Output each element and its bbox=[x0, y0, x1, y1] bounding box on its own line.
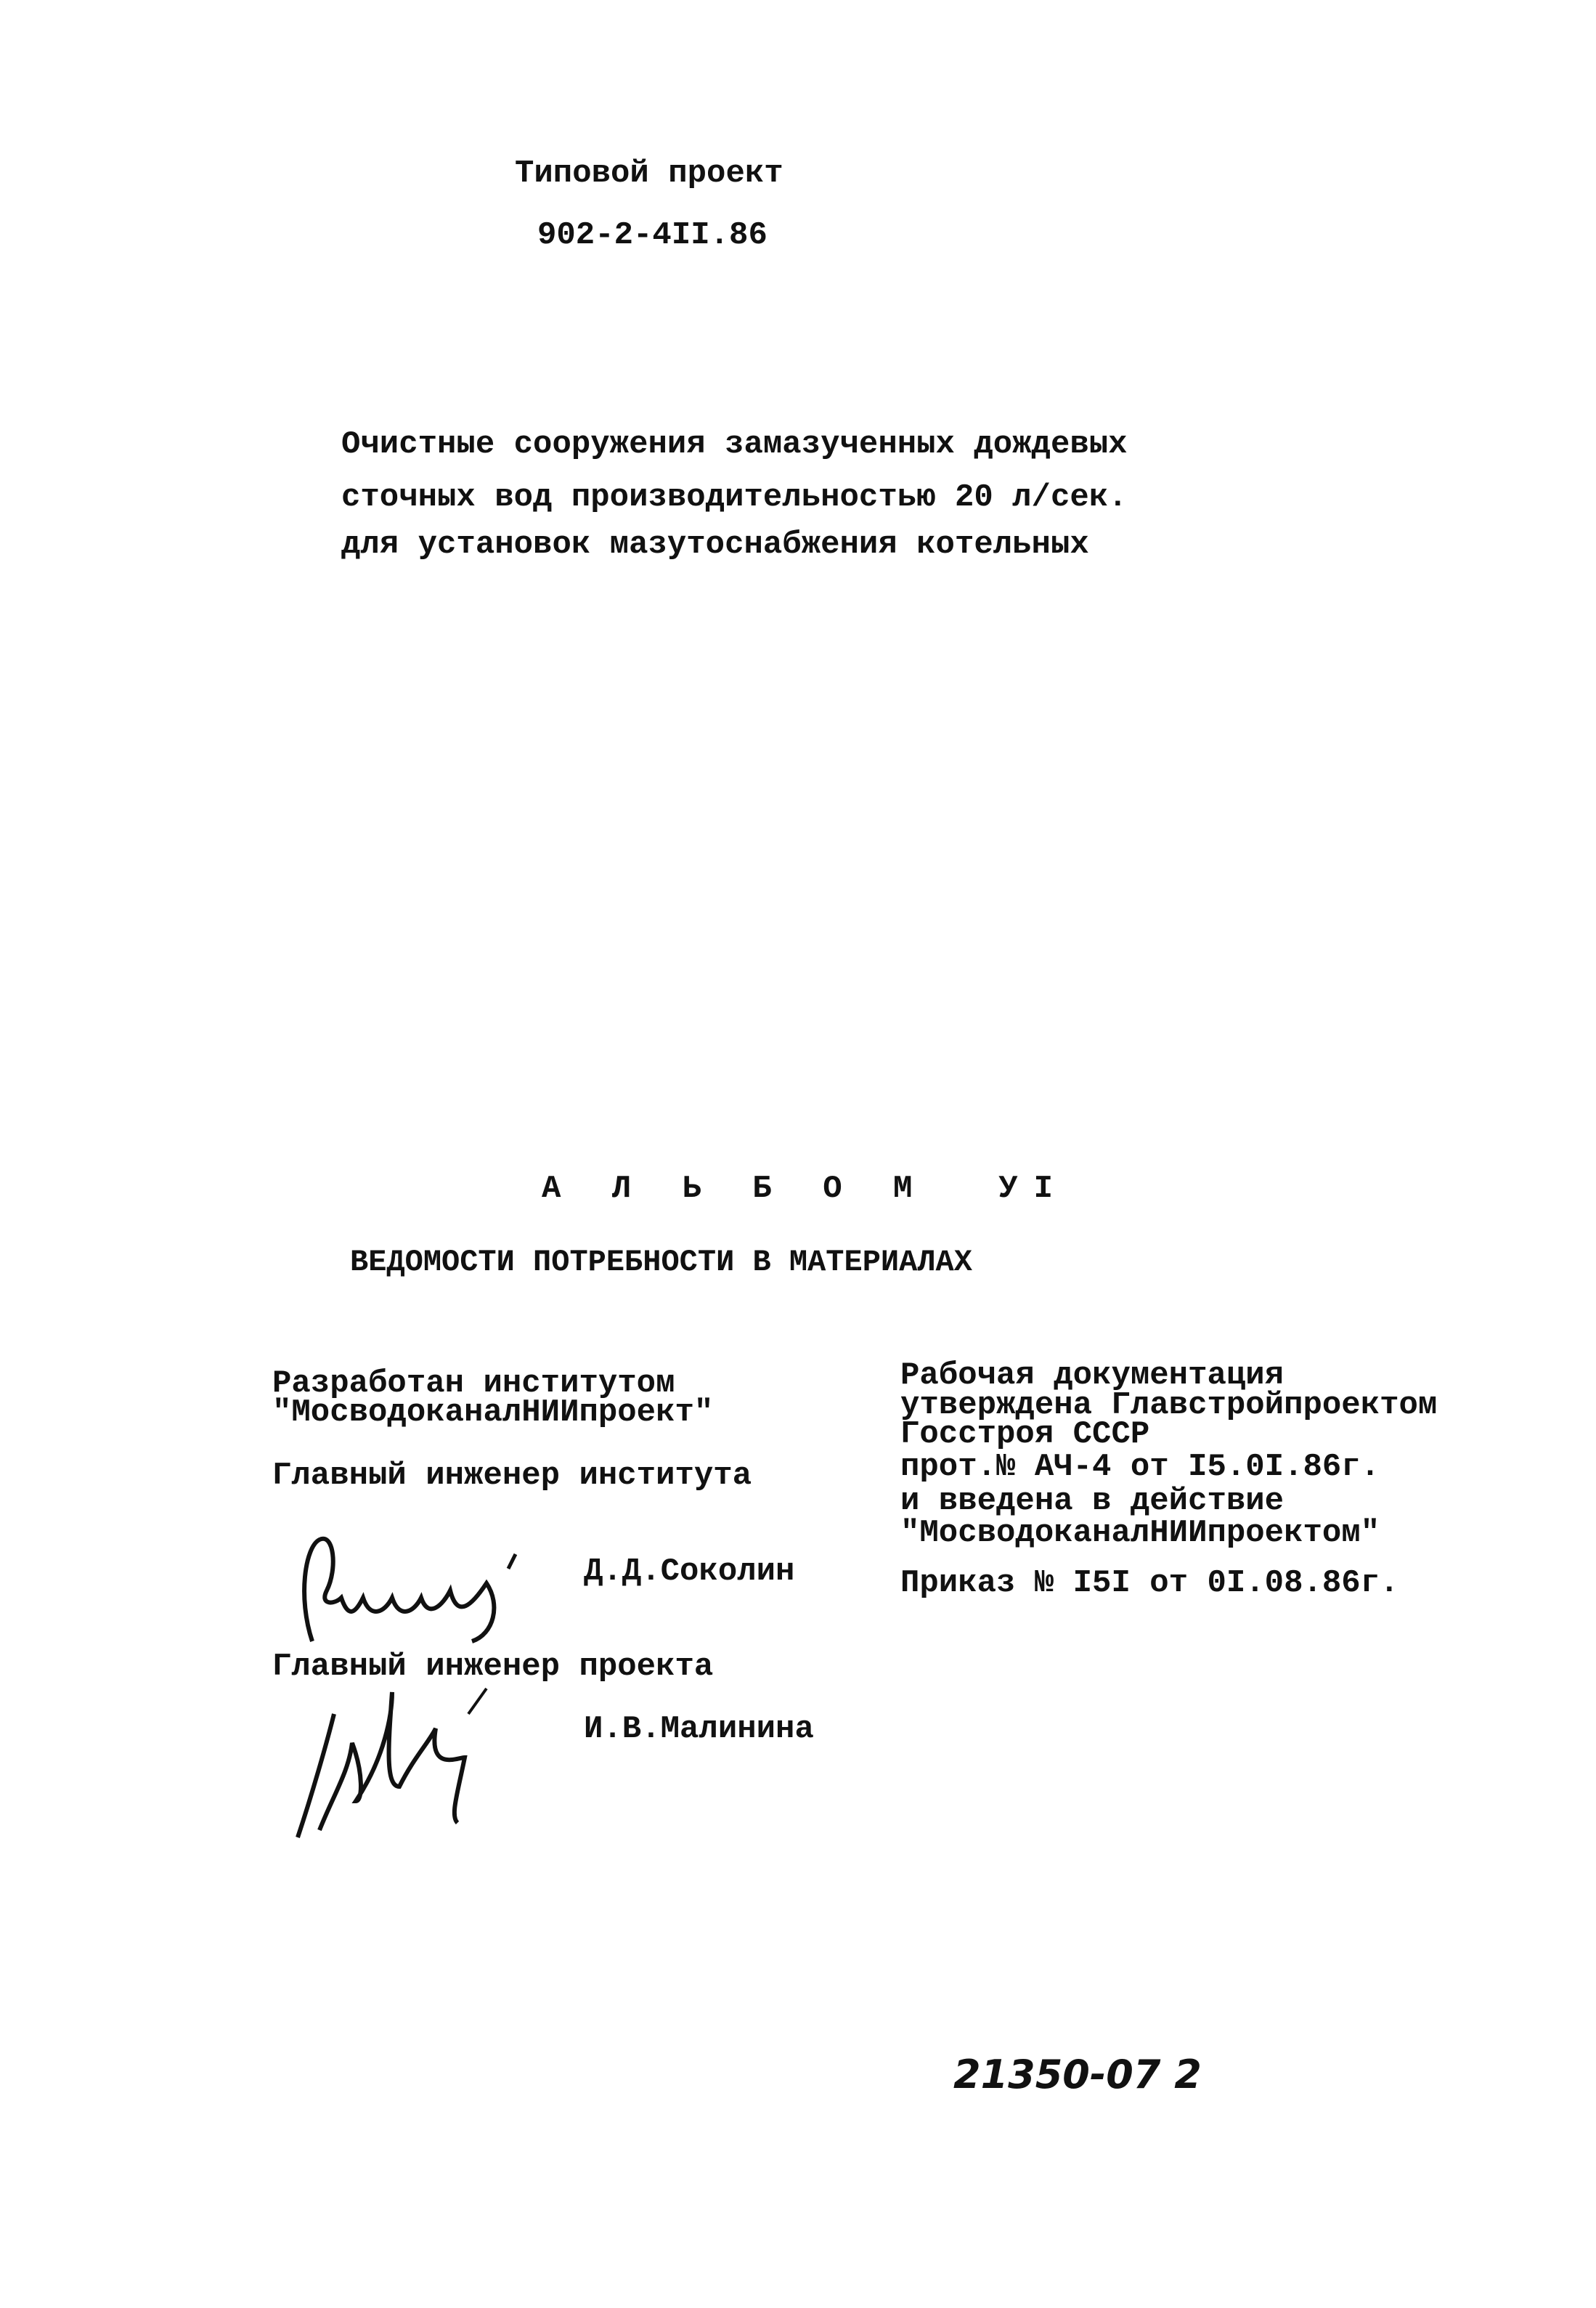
developer-line: Разработан институтом bbox=[272, 1365, 675, 1402]
approval-line: и введена в действие bbox=[900, 1483, 1284, 1519]
chief-institute-name: Д.Д.Соколин bbox=[584, 1553, 795, 1590]
approval-line: утверждена Главстройпроектом bbox=[900, 1387, 1438, 1423]
approval-line: прот.№ АЧ-4 от I5.0I.86г. bbox=[900, 1449, 1380, 1485]
chief-institute-label: Главный инженер института bbox=[272, 1458, 752, 1494]
description-line: Очистные сооружения замазученных дождевых bbox=[341, 426, 1128, 463]
description-line: сточных вод производительностью 20 л/сек. bbox=[341, 479, 1128, 516]
chief-project-name: И.В.Малинина bbox=[584, 1711, 814, 1747]
archive-code: 21350-07 2 bbox=[953, 2052, 1202, 2097]
approval-line: Рабочая документация bbox=[900, 1357, 1284, 1394]
signature-sokolin bbox=[290, 1525, 581, 1656]
signature-malinina bbox=[283, 1685, 545, 1845]
doc-type: Типовой проект bbox=[515, 155, 783, 192]
approval-line: "МосводоканалНИИпроектом" bbox=[900, 1515, 1380, 1551]
description-line: для установок мазутоснабжения котельных bbox=[341, 527, 1089, 563]
developer-name: "МосводоканалНИИпроект" bbox=[272, 1394, 714, 1431]
chief-project-label: Главный инженер проекта bbox=[272, 1649, 714, 1685]
album-title: А Л Ь Б О М УI bbox=[542, 1171, 1070, 1207]
approval-line: Госстроя СССР bbox=[900, 1416, 1150, 1452]
album-subtitle: ВЕДОМОСТИ ПОТРЕБНОСТИ В МАТЕРИАЛАХ bbox=[350, 1245, 972, 1280]
order-line: Приказ № I5I от 0I.08.86г. bbox=[900, 1565, 1399, 1601]
project-number: 902-2-4II.86 bbox=[537, 217, 768, 253]
